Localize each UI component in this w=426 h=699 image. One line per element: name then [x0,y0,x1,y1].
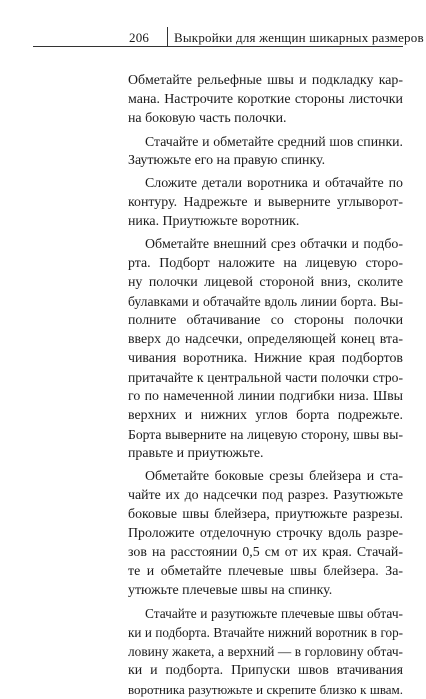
text-line: Борта выверните на лицевую сторону, швы вы- [128,427,403,442]
text-line: контуру. Надрежьте и выверните углыворот- [128,195,403,210]
text-line: Стачайте и обметайте средний шов спинки. [145,134,403,149]
paragraph [128,174,403,231]
text-line: го по намеченной линии подгибки низа. Швы [128,389,403,404]
text-line: Обметайте рельефные швы и подкладку кар- [128,73,403,88]
running-title: Выкройки для женщин шикарных размеров [174,30,424,45]
text-line: утюжьте плечевые швы на спинку. [128,583,333,598]
header-divider [167,27,168,46]
text-line: булавками и обтачайте вдоль линии борта. Вы- [128,294,403,309]
text-line: рта. Подборт наложите на лицевую сторо- [128,256,403,271]
page-number: 206 [129,30,150,45]
text-line: вверх до надсечки, определяющей конец вта- [128,332,403,347]
text-line: боковые швы блейзера, приутюжьте разрезы. [128,507,403,522]
paragraph [128,71,403,128]
text-line: ки и подборта. Втачайте нижний воротник в гор- [128,625,403,640]
text-line: Сложите детали воротника и обтачайте по [145,176,403,191]
text-line: полните обтачивание со стороны полочки [128,313,403,328]
paragraph [128,604,403,699]
text-line: Обметайте боковые срезы блейзера и ста- [145,469,403,484]
text-line: верхних и нижних углов борта подрежьте. [128,408,403,423]
text-line: мана. Настрочите короткие стороны листочки [128,92,403,107]
paragraph [128,132,403,170]
header-rule [33,46,403,47]
paragraph [128,235,403,463]
text-line: чивания воротника. Нижние края подбортов [128,351,403,366]
text-line: на боковую часть полочки. [128,111,287,126]
text-line: воротника разутюжьте и скрепите близко к швам. [128,682,403,697]
text-line: ки и подборта. Припуски швов втачивания [128,663,403,678]
text-line: те и обметайте плечевые швы блейзера. За- [128,564,403,579]
text-line: Проложите отделочную строчку вдоль разре- [128,526,403,541]
text-line: Стачайте и разутюжьте плечевые швы обтач- [145,606,403,621]
running-header [33,27,424,49]
paragraph [128,467,403,600]
text-line: ника. Приутюжьте воротник. [128,214,300,229]
text-line: притачайте к центральной части полочки стро- [128,370,403,385]
text-line: ну полочки лицевой стороной вниз, сколите [128,275,403,290]
text-line: Заутюжьте его на правую спинку. [128,153,326,168]
text-line: зов на расстоянии 0,5 см от их края. Стачай- [128,545,403,560]
text-line: правьте и приутюжьте. [128,446,264,461]
text-line: чайте их до надсечки под разрез. Разутюжьте [128,488,403,503]
text-line: ловину жакета, а верхний — в горловину обтач- [128,644,403,659]
body-text [128,71,403,699]
text-line: Обметайте внешний срез обтачки и подбо- [145,237,403,252]
